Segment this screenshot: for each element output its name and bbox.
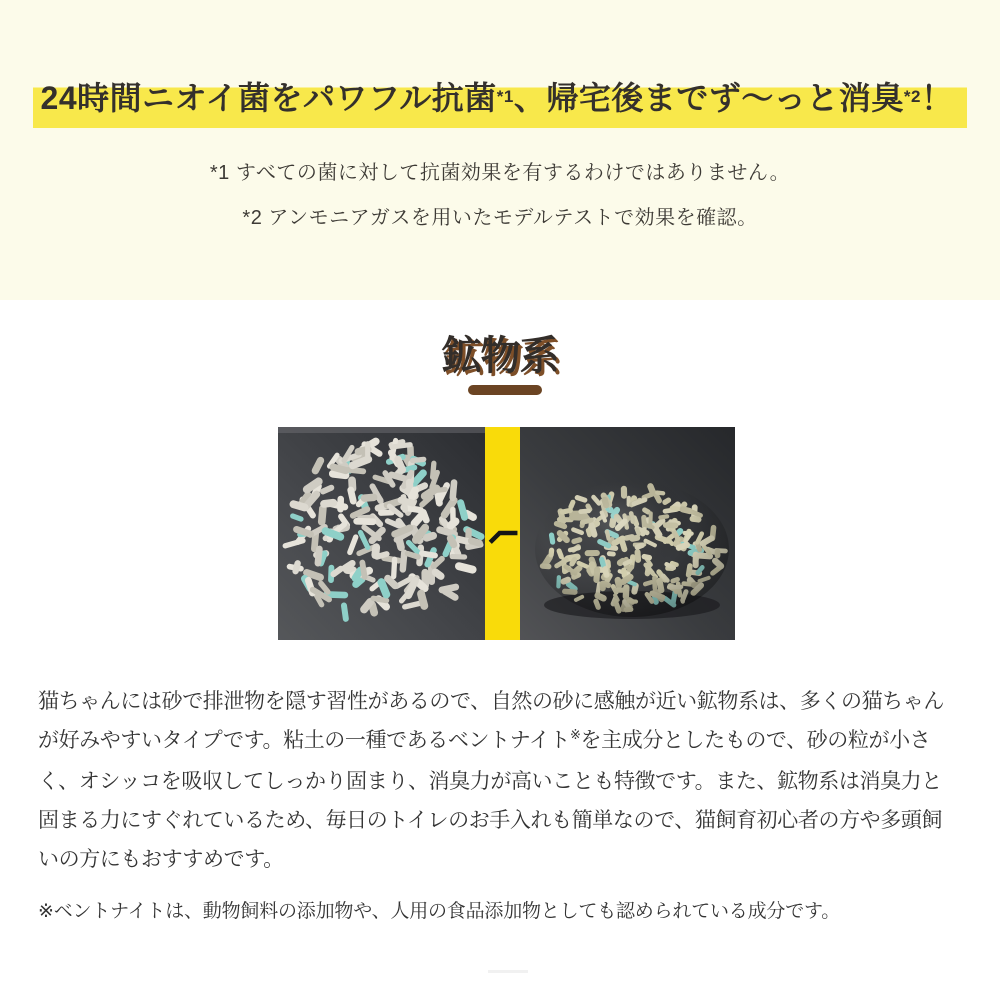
after-photo-svg	[520, 427, 735, 640]
headline-text-3: ！	[920, 80, 954, 116]
bentonite-sup: ※	[570, 727, 581, 742]
headline-highlight	[33, 70, 968, 128]
transform-band	[485, 427, 520, 640]
title-underline	[468, 385, 542, 395]
headline-sup-1: *1	[496, 87, 514, 106]
paragraph-text-2: を主成分としたもので、砂の粒が小さく、オシッコを吸収してしっかり固まり、消臭力が高いことも特徴です。また、鉱物系は消臭力と固まる力にすぐれているため、毎日のトイレのお手入れも簡単なので、猫飼育初心者の方や多頭飼いの方にもおすすめです。	[38, 729, 943, 871]
body-paragraph	[38, 682, 962, 879]
headline-note-1: *1 すべての菌に対して抗菌効果を有するわけではありません。	[209, 162, 791, 184]
headline-sup-2: *2	[903, 87, 921, 106]
paragraph-text-1: 猫ちゃんには砂で排泄物を隠す習性があるので、自然の砂に感触が近い鉱物系は、多くの猫ちゃんが好みやすいタイプです。粘土の一種であるベントナイト	[38, 690, 944, 752]
headline-note-2: *2 アンモニアガスを用いたモデルテストで効果を確認。	[242, 207, 758, 229]
hero-section	[0, 0, 1000, 300]
bentonite-footnote: ※ベントナイトは、動物飼料の添加物や、人用の食品添加物としても認められている成分です。	[38, 901, 841, 922]
headline	[0, 70, 1000, 128]
headline-text-1: 24時間ニオイ菌をパワフル抗菌	[40, 80, 497, 116]
faint-divider	[488, 970, 528, 973]
before-photo-svg	[278, 427, 485, 640]
headline-text-2: 、帰宅後までず〜っと消臭	[513, 80, 904, 116]
bend-arrow-icon	[486, 513, 520, 553]
before-photo	[278, 427, 485, 640]
comparison-figure	[278, 427, 735, 640]
section-title: 鉱物系	[441, 334, 559, 378]
after-photo	[520, 427, 735, 640]
